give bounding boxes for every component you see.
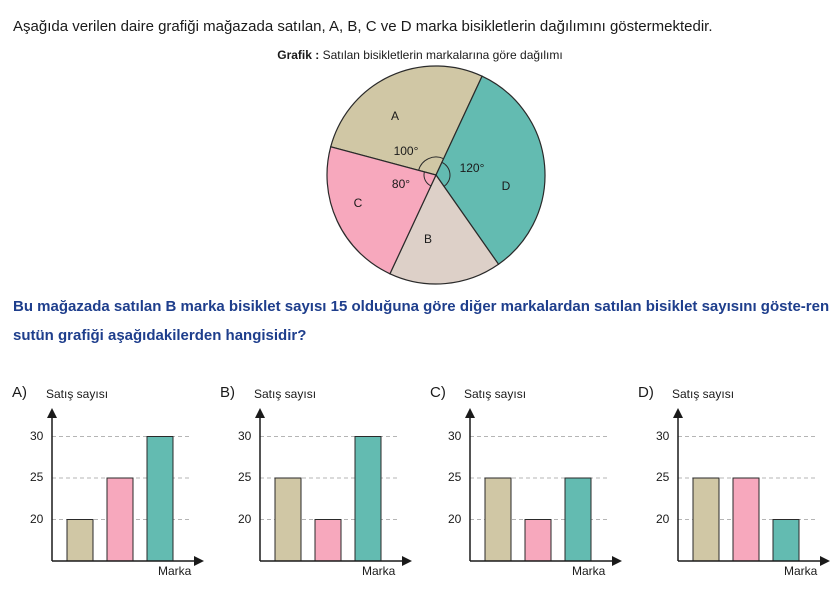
option-letter: A): [12, 384, 27, 401]
answer-option-chart[interactable]: [638, 380, 838, 595]
bar: [565, 478, 591, 561]
bar-chart-svg: [12, 380, 212, 595]
y-tick-label: 25: [448, 470, 462, 484]
option-letter: C): [430, 384, 446, 401]
y-axis-arrow: [465, 408, 475, 418]
pie-caption-bold: Grafik :: [277, 48, 320, 62]
y-axis-arrow: [47, 408, 57, 418]
x-axis-label: Marka: [362, 564, 396, 578]
y-tick-label: 25: [656, 470, 670, 484]
y-axis-label: Satış sayısı: [464, 387, 527, 401]
bar: [525, 520, 551, 562]
bar: [315, 520, 341, 562]
x-axis-arrow: [612, 556, 622, 566]
x-axis-arrow: [402, 556, 412, 566]
bar: [733, 478, 759, 561]
bar: [107, 478, 133, 561]
answer-option-chart[interactable]: [12, 380, 212, 595]
bar-chart-svg: [430, 380, 630, 595]
question-text: Bu mağazada satılan B marka bisiklet sayısı 15 olduğuna göre diğer markalardan satılan bisiklet sayısını göste-ren sutün grafiği aşağıdakilerden hangisidir?: [13, 298, 830, 344]
y-tick-label: 20: [656, 511, 670, 526]
bar: [147, 437, 173, 562]
pie-label-a: A: [390, 109, 400, 123]
bar: [693, 478, 719, 561]
x-axis-label: Marka: [158, 564, 192, 578]
y-tick-label: 30: [656, 428, 670, 443]
y-axis-arrow: [673, 408, 683, 418]
bar: [355, 437, 381, 562]
bar: [773, 520, 799, 562]
pie-label-c: C: [353, 196, 363, 210]
y-axis-label: Satış sayısı: [672, 387, 735, 401]
pie-chart: [0, 0, 840, 290]
bar: [67, 520, 93, 562]
pie-angle-label-d: 120°: [459, 161, 485, 175]
y-tick-label: 25: [30, 470, 44, 484]
pie-label-d: D: [501, 179, 511, 193]
bar-chart-svg: [220, 380, 420, 595]
answer-option-chart[interactable]: [220, 380, 420, 595]
pie-label-b: B: [423, 232, 433, 246]
y-axis-arrow: [255, 408, 265, 418]
y-tick-label: 20: [238, 511, 252, 526]
y-tick-label: 30: [238, 428, 252, 443]
x-axis-arrow: [820, 556, 830, 566]
bar: [485, 478, 511, 561]
option-letter: B): [220, 384, 235, 401]
y-tick-label: 30: [30, 428, 44, 443]
y-axis-label: Satış sayısı: [254, 387, 317, 401]
pie-angle-label-a: 100°: [393, 144, 419, 158]
x-axis-label: Marka: [784, 564, 818, 578]
bar-chart-svg: [638, 380, 838, 595]
y-tick-label: 20: [448, 511, 462, 526]
y-axis-label: Satış sayısı: [46, 387, 109, 401]
x-axis-arrow: [194, 556, 204, 566]
y-tick-label: 20: [30, 511, 44, 526]
bar: [275, 478, 301, 561]
y-tick-label: 30: [448, 428, 462, 443]
y-tick-label: 25: [238, 470, 252, 484]
x-axis-label: Marka: [572, 564, 606, 578]
answer-option-chart[interactable]: [430, 380, 630, 595]
option-letter: D): [638, 384, 654, 401]
pie-caption-text: Satılan bisikletlerin markalarına göre dağılımı: [322, 48, 563, 62]
pie-angle-label-c: 80°: [391, 177, 411, 191]
intro-text: Aşağıda verilen daire grafiği mağazada satılan, A, B, C ve D marka bisikletlerin dağılımını göstermektedir.: [13, 18, 713, 35]
